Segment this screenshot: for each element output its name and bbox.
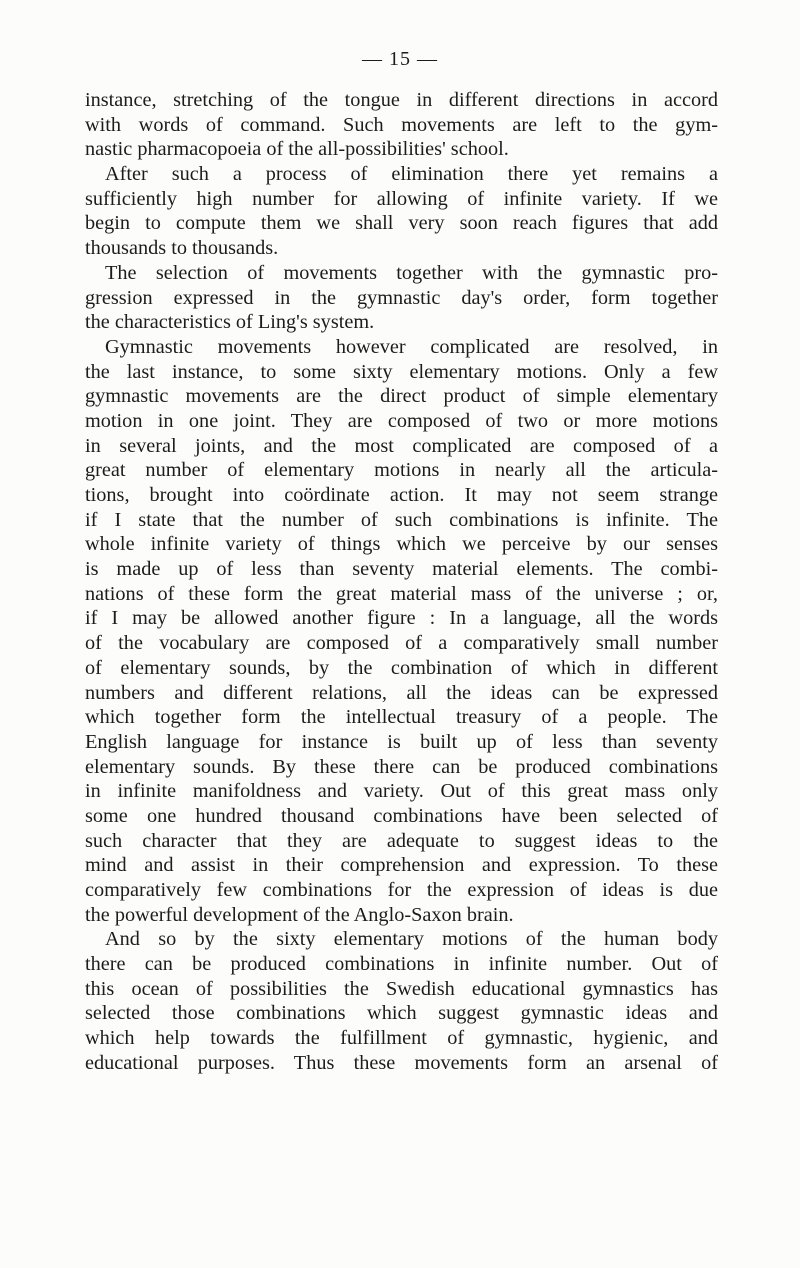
text-line: educational purposes. Thus these movements form an arsenal of [85, 1051, 718, 1074]
text-line: such character that they are adequate to suggest ideas to the [85, 829, 718, 852]
text-line: with words of command. Such movements are left to the gym- [85, 113, 718, 136]
text-line: the powerful development of the Anglo-Saxon brain. [85, 903, 514, 926]
text-line: After such a process of elimination there yet remains a [105, 163, 718, 186]
text-line: the last instance, to some sixty elementary motions. Only a few [85, 360, 718, 383]
text-line: numbers and different relations, all the ideas can be expressed [85, 681, 718, 704]
text-line: English language for instance is built up of less than seventy [85, 730, 718, 753]
text-line: of the vocabulary are composed of a comparatively small number [85, 632, 718, 655]
text-line: instance, stretching of the tongue in different directions in accord [85, 89, 718, 111]
text-line: gymnastic movements are the direct product of simple elementary [85, 385, 718, 408]
text-line: nations of these form the great material mass of the universe ; or, [85, 582, 718, 605]
text-line: is made up of less than seventy material elements. The combi- [85, 558, 718, 581]
text-line: selected those combinations which suggest gymnastic ideas and [85, 1002, 718, 1025]
text-line: whole infinite variety of things which we perceive by our senses [85, 533, 718, 556]
text-line: gression expressed in the gymnastic day's order, form together [85, 286, 718, 309]
text-line: elementary sounds. By these there can be produced combinations [85, 755, 718, 778]
text-line: motion in one joint. They are composed of two or more motions [85, 409, 718, 432]
text-line: which help towards the fulfillment of gymnastic, hygienic, and [85, 1027, 718, 1050]
text-line: some one hundred thousand combinations have been selected of [85, 804, 718, 827]
text-line: sufficiently high number for allowing of infinite variety. If we [85, 187, 718, 210]
text-line: this ocean of possibilities the Swedish educational gymnastics has [85, 977, 718, 1000]
body-text [85, 88, 718, 1076]
page-number: — 15 — [362, 48, 438, 70]
text-line: in infinite manifoldness and variety. Out of this great mass only [85, 780, 718, 803]
text-line: which together form the intellectual treasury of a people. The [85, 706, 718, 729]
text-line: if I may be allowed another figure : In a language, all the words [85, 607, 718, 630]
text-line: of elementary sounds, by the combination of which in different [85, 656, 718, 679]
text-line: Gymnastic movements however complicated are resolved, in [105, 335, 718, 358]
text-line: the characteristics of Ling's system. [85, 311, 375, 334]
text-line: there can be produced combinations in infinite number. Out of [85, 953, 718, 976]
text-line: comparatively few combinations for the expression of ideas is due [85, 879, 718, 901]
text-line: begin to compute them we shall very soon reach figures that add [85, 212, 718, 235]
text-line: mind and assist in their comprehension and expression. To these [85, 854, 718, 877]
text-line: nastic pharmacopoeia of the all-possibilities' school. [85, 138, 509, 161]
text-line: The selection of movements together with the gymnastic pro- [105, 261, 718, 284]
text-line: in several joints, and the most complicated are composed of a [85, 434, 718, 457]
text-line: if I state that the number of such combinations is infinite. The [85, 508, 718, 531]
text-line: And so by the sixty elementary motions of the human body [105, 928, 718, 951]
text-line: thousands to thousands. [85, 237, 279, 260]
text-line: tions, brought into coördinate action. It may not seem strange [85, 484, 718, 506]
text-line: great number of elementary motions in nearly all the articula- [85, 459, 718, 482]
